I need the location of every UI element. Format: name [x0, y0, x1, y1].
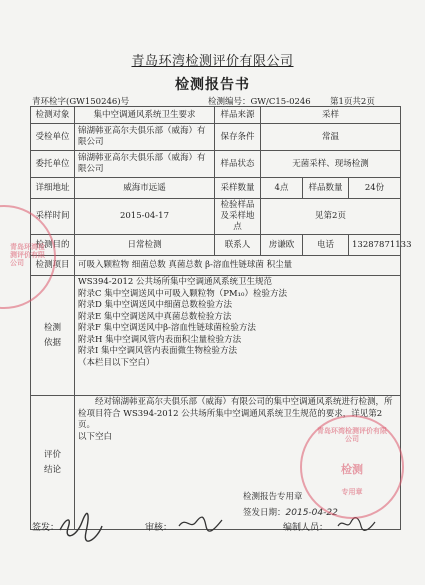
value-phone: 13287871133 [349, 235, 401, 256]
basis-line: WS394-2012 公共场所集中空调通风系统卫生规范 [78, 277, 272, 287]
value-specimen-count: 24份 [349, 178, 401, 199]
basis-line: 附录F 集中空调送风中β-溶血性链球菌检验方法 [78, 323, 256, 333]
label-sample-state: 样品状态 [215, 151, 261, 178]
value-sampling-time: 2015-04-17 [75, 199, 215, 235]
test-number: 检测编号：GW/C15-0246 [208, 97, 311, 107]
row-test-items [31, 256, 401, 276]
conclusion-label-text: 评价结论 [43, 449, 61, 475]
company-name: 青岛环湾检测评价有限公司 [131, 54, 294, 69]
seal-label: 检测报告专用章 [243, 492, 303, 502]
right-seal-center-text: 检测 [341, 463, 363, 476]
row-basis [31, 276, 401, 396]
conclusion-text: 经对锦湖韩亚高尔夫俱乐部（威海）有限公司的集中空调通风系统进行检测，所检项目符合 WS394-2012 公共场所集中空调通风系统卫生规范的要求，详见第2页。 [78, 397, 393, 430]
value-purpose: 日常检测 [75, 235, 215, 256]
label-sample-count: 采样数量 [215, 178, 261, 199]
right-seal-bottom-text: 专用章 [341, 487, 363, 496]
value-contact: 房谦欧 [261, 235, 303, 256]
label-specimen-count: 样品数量 [303, 178, 349, 199]
row-client [31, 151, 401, 178]
value-test-object: 集中空调通风系统卫生要求 [75, 107, 215, 124]
conclusion-blank: 以下空白 [78, 431, 113, 442]
page-info: 第1页共2页 [330, 97, 375, 107]
label-purpose: 检测目的 [31, 235, 75, 256]
right-seal-stamp [300, 415, 404, 519]
row-purpose [31, 235, 401, 256]
left-seal-text: 青岛环湾检测评价有限公司 [10, 242, 45, 267]
value-sample-state: 无菌采样、现场检测 [261, 151, 401, 178]
value-sample-count: 4点 [261, 178, 303, 199]
basis-line: 附录H 集中空调风管内表面积尘量检验方法 [78, 334, 242, 345]
value-address: 威海市远遥 [75, 178, 215, 199]
label-phone: 电话 [303, 235, 349, 256]
row-inspected-unit [31, 124, 401, 151]
reviewer-label: 审核： [145, 523, 173, 533]
basis-line: 附录C 集中空调送风中可吸入颗粒物（PM₁₀）检验方法 [78, 288, 287, 299]
value-sample-source: 采样 [261, 107, 401, 124]
label-inspected-unit: 受检单位 [31, 124, 75, 151]
basis-line: 附录I 集中空调风管内表面微生物检验方法 [78, 346, 238, 356]
label-sample-location: 检验样品及采样地点 [215, 199, 261, 235]
reviewer-signature [176, 512, 226, 536]
label-contact: 联系人 [215, 235, 261, 256]
basis-list [75, 276, 401, 396]
basis-line: （本栏目以下空白） [78, 357, 155, 368]
row-address [31, 178, 401, 199]
label-test-object: 检测对象 [31, 107, 75, 124]
row-sampling-time [31, 199, 401, 235]
basis-line: 附录E 集中空调送风中真菌总数检验方法 [78, 311, 232, 322]
label-test-items: 检测项目 [31, 256, 75, 276]
value-client: 锦湖韩亚高尔夫俱乐部（威海）有限公司 [75, 151, 215, 178]
value-sample-location: 见第2页 [261, 199, 401, 235]
label-address: 详细地址 [31, 178, 75, 199]
right-seal-top-text: 青岛环湾检测评价有限公司 [317, 426, 387, 443]
row-test-object [31, 107, 401, 124]
label-sampling-time: 采样时间 [31, 199, 75, 235]
label-client: 委托单位 [31, 151, 75, 178]
label-storage: 保存条件 [215, 124, 261, 151]
basis-label-text: 检测依据 [43, 322, 61, 348]
issue-date-value: 2015-04-22 [285, 508, 338, 518]
value-storage: 常温 [261, 124, 401, 151]
value-test-items: 可吸入颗粒物 细菌总数 真菌总数 β-溶血性链球菌 积尘量 [75, 256, 401, 276]
issue-date-label: 签发日期： [243, 508, 286, 518]
preparer-label: 编制人员： [283, 523, 329, 533]
report-title: 检测报告书 [175, 77, 250, 93]
issuer-label: 签发： [32, 523, 60, 533]
basis-line: 附录D 集中空调送风中细菌总数检验方法 [78, 300, 233, 310]
issuer-signature [56, 508, 106, 544]
value-inspected-unit: 锦湖韩亚高尔夫俱乐部（威海）有限公司 [75, 124, 215, 151]
label-sample-source: 样品来源 [215, 107, 261, 124]
report-ref: 青环检字(GW150246)号 [32, 97, 130, 107]
